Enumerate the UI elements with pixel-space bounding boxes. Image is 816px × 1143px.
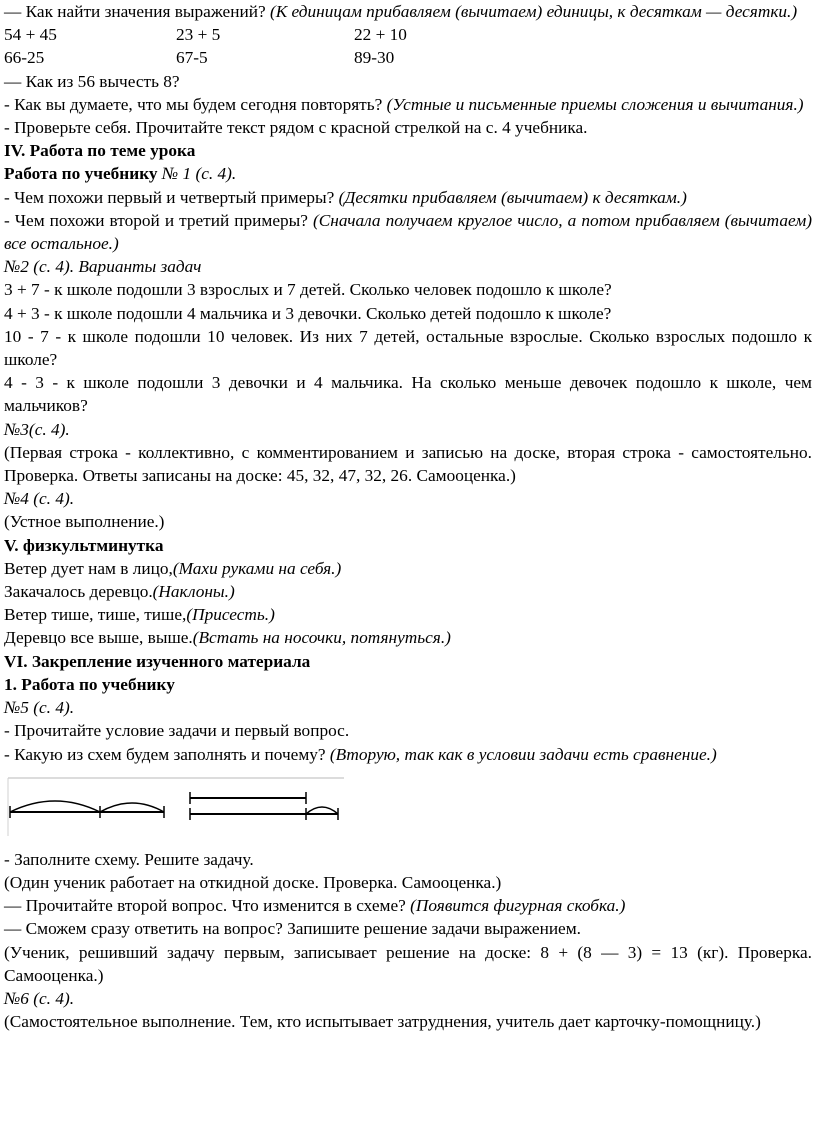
task-2-heading: №2 (с. 4). Варианты задач: [4, 257, 202, 277]
section-heading-v: V. физкультминутка: [4, 535, 164, 555]
task-6-text: (Самостоятельное выполнение. Тем, кто испытывает затруднения, учитель дает карточку-помощницу.): [4, 1012, 761, 1032]
task-4-text: (Устное выполнение.): [4, 512, 165, 532]
segment-schemes-icon: [4, 770, 344, 842]
question-answer-directly: — Сможем сразу ответить на вопрос? Запишите решение задачи выражением.: [4, 919, 581, 939]
segment-schemes-image: [4, 766, 812, 848]
question-subtract: — Как из 56 вычесть 8?: [4, 71, 180, 91]
task-variant-1: 3 + 7 - к школе подошли 3 взрослых и 7 детей. Сколько человек подошло к школе?: [4, 280, 612, 300]
note-solution: (Ученик, решивший задачу первым, записывает решение на доске: 8 + (8 — 3) = 13 (кг). Проверка. Самооценка.): [4, 942, 812, 985]
exercise-line-3: Ветер тише, тише, тише,(Присесть.): [4, 605, 275, 625]
task-4-heading: №4 (с. 4).: [4, 489, 75, 509]
exercise-line-1: Ветер дует нам в лицо,(Махи руками на себя.): [4, 558, 342, 578]
question-second-third: - Чем похожи второй и третий примеры? (Сначала получаем круглое число, а потом прибавляем (вычитаем) все остальное.): [4, 210, 812, 254]
task-3-text: (Первая строка - коллективно, с комментированием и записью на доске, вторая строка - самостоятельно. Проверка. Ответы записаны на доске: 45, 32, 47, 32, 26. Самооценка.): [4, 442, 812, 486]
exercise-line-4: Деревцо все выше, выше.(Встать на носочки, потянуться.): [4, 628, 451, 648]
expressions-row-2: 66-25 67-5 89-30: [4, 48, 395, 68]
instruction-read: - Прочитайте условие задачи и первый вопрос.: [4, 721, 350, 741]
instruction-check: - Проверьте себя. Прочитайте текст рядом с красной стрелкой на с. 4 учебника.: [4, 118, 588, 138]
task-variant-2: 4 + 3 - к школе подошли 4 мальчика и 3 девочки. Сколько детей подошло к школе?: [4, 303, 612, 323]
question-repeat: - Как вы думаете, что мы будем сегодня повторять? (Устные и письменные приемы сложения и вычитания.): [4, 94, 804, 114]
exercise-line-2: Закачалось деревцо.(Наклоны.): [4, 582, 235, 602]
question-which-scheme: - Какую из схем будем заполнять и почему? (Вторую, так как в условии задачи есть сравнение.): [4, 744, 717, 764]
section-heading-iv: IV. Работа по теме урока: [4, 141, 196, 161]
note-board-work: (Один ученик работает на откидной доске. Проверка. Самооценка.): [4, 872, 502, 892]
question-second: — Прочитайте второй вопрос. Что изменится в схеме? (Появится фигурная скобка.): [4, 896, 626, 916]
task-3-heading: №3(с. 4).: [4, 419, 70, 439]
subheading-textbook: Работа по учебнику № 1 (с. 4).: [4, 164, 237, 184]
task-variant-4: 4 - 3 - к школе подошли 3 девочки и 4 мальчика. На сколько меньше девочек подошло к школе, чем мальчиков?: [4, 373, 812, 416]
task-6-heading: №6 (с. 4).: [4, 988, 75, 1008]
section-heading-vi: VI. Закрепление изученного материала: [4, 651, 311, 671]
task-variant-3: 10 - 7 - к школе подошли 10 человек. Из них 7 детей, остальные взрослые. Сколько взрослых подошло к школе?: [4, 326, 812, 370]
instruction-fill-scheme: - Заполните схему. Решите задачу.: [4, 849, 254, 869]
subheading-textbook-work: 1. Работа по учебнику: [4, 674, 175, 694]
paragraph-find-values: — Как найти значения выражений? (К единицам прибавляем (вычитаем) единицы, к десяткам — десятки.): [4, 2, 798, 21]
task-5-heading: №5 (с. 4).: [4, 698, 75, 718]
document-page: [4, 0, 812, 1033]
expressions-row-1: 54 + 45 23 + 5 22 + 10: [4, 25, 407, 45]
question-first-fourth: - Чем похожи первый и четвертый примеры? (Десятки прибавляем (вычитаем) к десяткам.): [4, 187, 687, 207]
